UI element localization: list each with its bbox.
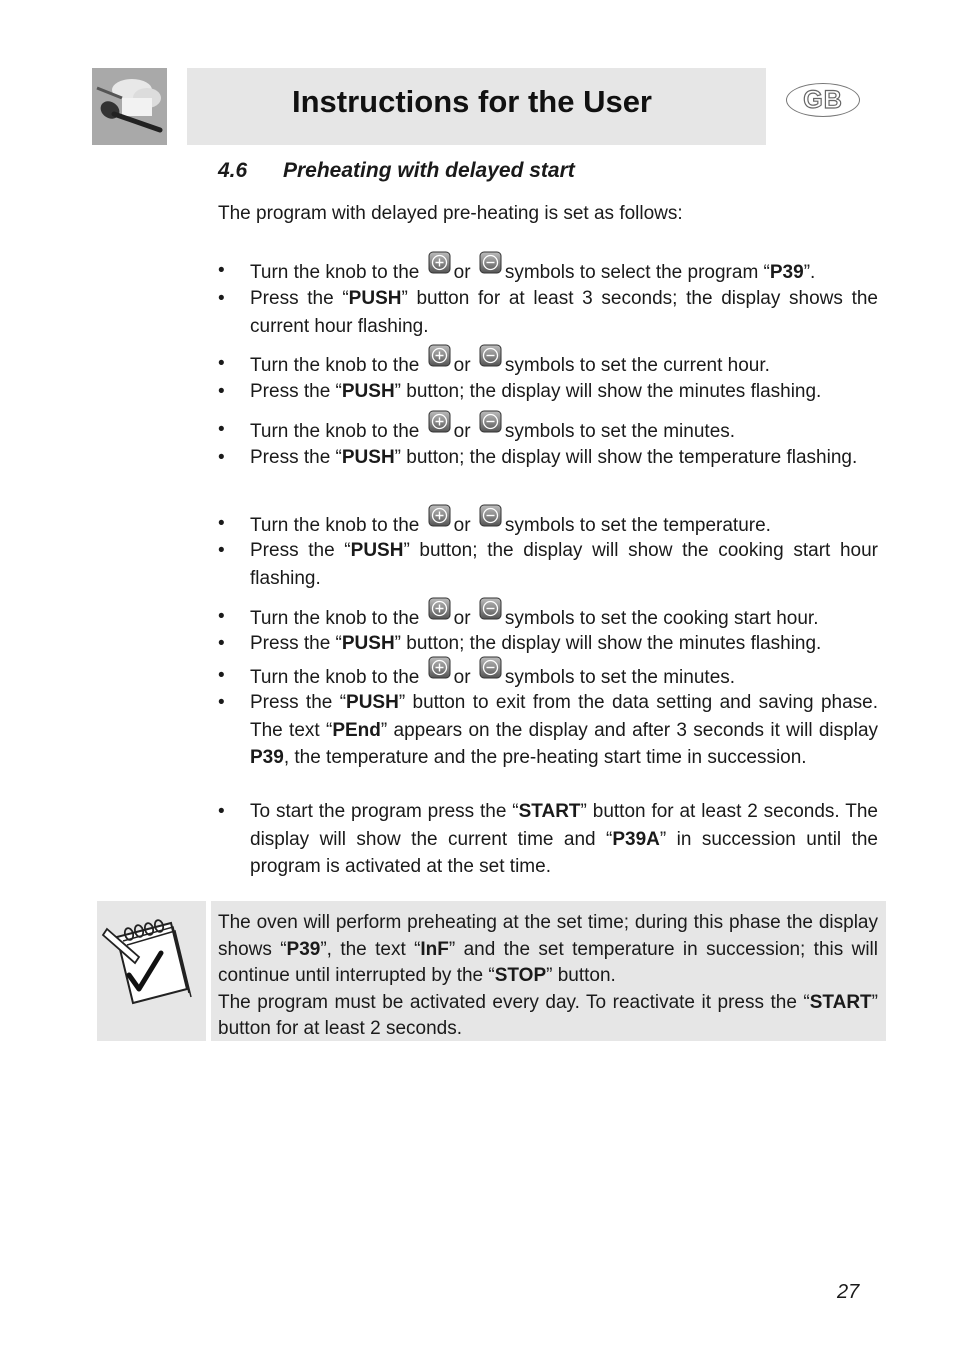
minus-icon	[479, 251, 502, 274]
plus-icon	[428, 344, 451, 367]
plus-icon	[428, 251, 451, 274]
step-text: ” button for at least 3 seconds; the display shows the current hour flashing.	[250, 288, 878, 337]
or-label: or	[453, 667, 471, 688]
step-text: Press the “	[250, 447, 342, 468]
step-text: Turn the knob to the	[250, 667, 420, 688]
note-paragraph	[218, 910, 878, 990]
step-text: Press the “	[250, 692, 347, 713]
step-text: ” button; the display will show the cooking start hour flashing.	[250, 540, 878, 589]
minus-icon	[479, 344, 502, 367]
step-text: ” button; the display will show the minutes flashing.	[394, 633, 822, 654]
step-text: ” button; the display will show the temperature flashing.	[394, 447, 858, 468]
plus-icon	[428, 597, 451, 620]
plus-icon	[428, 504, 451, 527]
step-text: ” appears on the display and after 3 seconds it will display	[380, 719, 879, 741]
step-text: Turn the knob to the	[250, 421, 420, 442]
header-bar	[187, 68, 766, 145]
plus-icon	[428, 410, 451, 433]
step-text: symbols to set the temperature.	[504, 515, 771, 536]
note-text-part: The program must be activated every day. To reactivate it press the “	[218, 991, 810, 1013]
list-item	[218, 416, 878, 446]
step-text: ” button; the display will show the minutes flashing.	[394, 381, 822, 402]
step-text: Press the “	[250, 540, 351, 561]
step-text: symbols to set the minutes.	[504, 421, 736, 442]
list-item	[218, 662, 878, 692]
list-item	[218, 630, 878, 658]
note-icon-panel	[97, 901, 206, 1041]
step-text: Press the “	[250, 633, 342, 654]
bullet: •	[218, 513, 225, 534]
minus-icon	[479, 504, 502, 527]
step-text: Turn the knob to the	[250, 515, 420, 536]
bullet: •	[218, 353, 225, 374]
bullet: •	[218, 447, 225, 468]
chef-logo	[92, 68, 167, 145]
list-item	[218, 378, 878, 406]
or-label: or	[453, 515, 471, 536]
notepad-check-icon	[97, 901, 206, 1041]
step-text: symbols to set the current hour.	[504, 355, 770, 376]
note-text-part: ”, the text “	[320, 938, 421, 960]
bullet: •	[218, 540, 225, 561]
step-text: , the temperature and the pre-heating start time in succession.	[283, 747, 807, 768]
step-text: symbols to set the minutes.	[504, 667, 736, 688]
start-label: START	[518, 801, 581, 822]
step-text: symbols to set the cooking start hour.	[504, 608, 819, 629]
push-label: PUSH	[341, 381, 395, 402]
language-badge-label: GB	[803, 85, 843, 114]
list-item	[218, 285, 878, 340]
step-text: Press the “	[250, 288, 349, 309]
bullet: •	[218, 381, 225, 402]
list-item	[218, 689, 878, 772]
or-label: or	[453, 262, 471, 283]
push-label: PUSH	[348, 288, 402, 309]
note-text-part: ” button.	[546, 965, 616, 986]
program-code: P39	[286, 938, 321, 960]
step-text: ”.	[803, 262, 816, 283]
push-label: PUSH	[346, 692, 399, 713]
note-paragraph	[218, 990, 878, 1043]
step-text: symbols to select the program “	[504, 262, 770, 283]
bullet: •	[218, 692, 225, 713]
stop-label: STOP	[494, 965, 547, 986]
page-number: 27	[837, 1281, 860, 1303]
list-item	[218, 603, 878, 633]
note-text	[218, 910, 878, 1043]
or-label: or	[453, 608, 471, 629]
minus-icon	[479, 656, 502, 679]
step-text: To start the program press the “	[250, 801, 519, 822]
step-text: ” button for at least 2 seconds. The display will show the current time and “	[250, 801, 878, 850]
step-text: Turn the knob to the	[250, 355, 420, 376]
note-box	[211, 901, 886, 1041]
minus-icon	[479, 410, 502, 433]
pend-label: PEnd	[332, 719, 381, 741]
list-item	[218, 537, 878, 592]
section-title: Preheating with delayed start	[283, 159, 575, 182]
bullet: •	[218, 419, 225, 440]
step-text: ” in succession until the program is activated at the set time.	[250, 828, 878, 877]
language-badge	[786, 83, 860, 117]
push-label: PUSH	[341, 447, 395, 468]
plus-icon	[428, 656, 451, 679]
note-text-part: ” and the set temperature in succession; this will continue until interrupted by the “	[218, 938, 878, 986]
section-intro: The program with delayed pre-heating is set as follows:	[218, 203, 683, 224]
list-item	[218, 798, 878, 881]
list-item	[218, 350, 878, 380]
list-item	[218, 444, 878, 472]
note-text-part: ” button for at least 2 seconds.	[218, 991, 878, 1039]
step-text: ” button to exit from the data setting and saving phase. The text “	[250, 692, 878, 741]
step-text: Press the “	[250, 381, 342, 402]
bullet: •	[218, 288, 225, 309]
push-label: PUSH	[350, 540, 404, 561]
bullet: •	[218, 633, 225, 654]
minus-icon	[479, 597, 502, 620]
bullet: •	[218, 606, 225, 627]
page-title: Instructions for the User	[292, 84, 652, 119]
start-label: START	[809, 991, 872, 1013]
section-number: 4.6	[218, 159, 248, 182]
bullet: •	[218, 665, 225, 686]
note-text-part: The oven will perform preheating at the set time; during this phase the display shows “	[218, 912, 878, 960]
list-item	[218, 257, 878, 287]
program-code: P39A	[612, 828, 660, 850]
list-item	[218, 510, 878, 540]
inf-label: InF	[420, 938, 449, 960]
or-label: or	[453, 421, 471, 442]
spoon-hat-icon	[92, 68, 167, 145]
program-code: P39	[769, 262, 804, 283]
step-text: Turn the knob to the	[250, 262, 420, 283]
push-label: PUSH	[341, 633, 395, 654]
or-label: or	[453, 355, 471, 376]
bullet: •	[218, 260, 225, 281]
bullet: •	[218, 801, 225, 822]
step-text: Turn the knob to the	[250, 608, 420, 629]
program-code: P39	[250, 747, 284, 768]
